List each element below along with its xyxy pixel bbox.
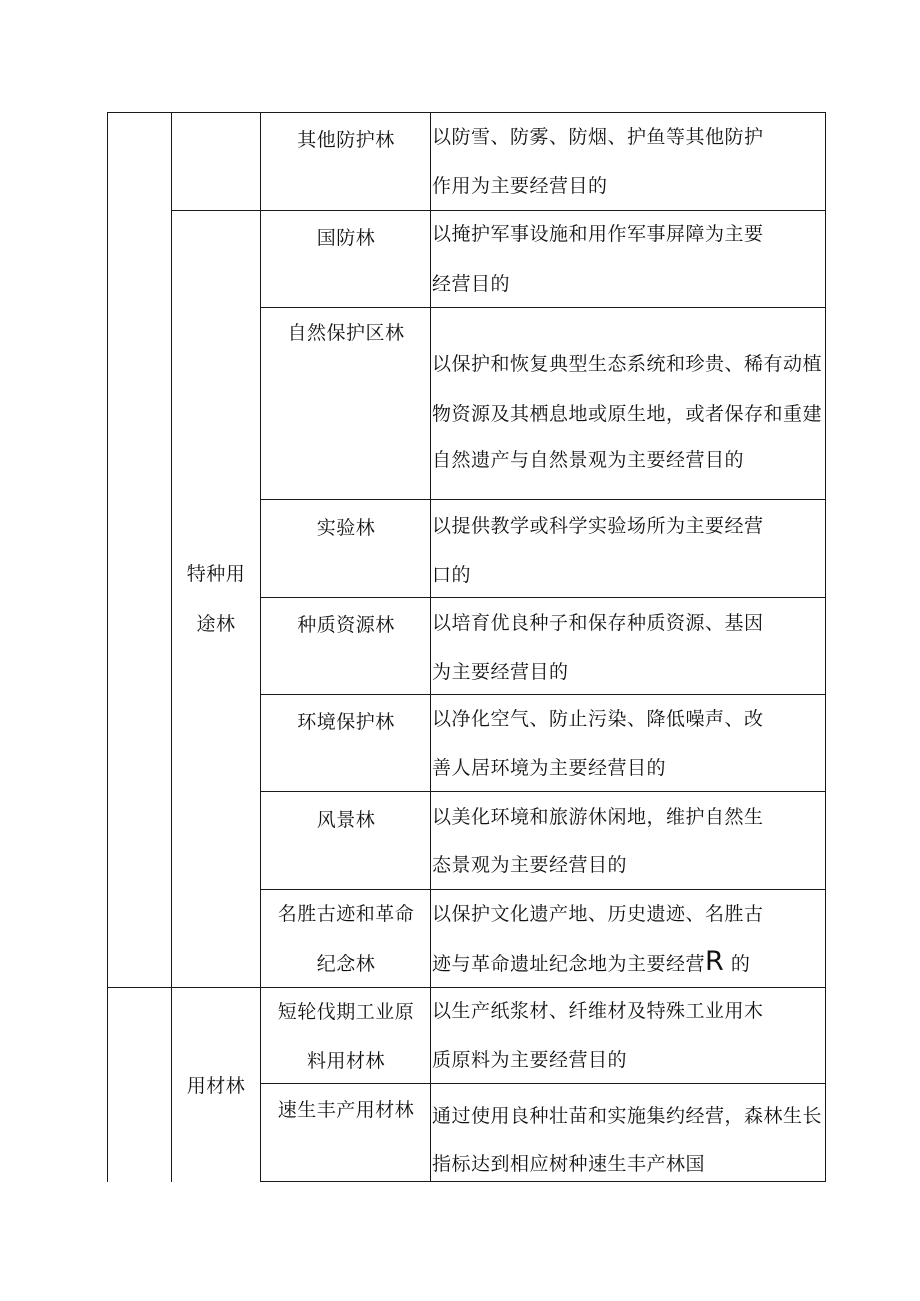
forest-type-name: 名胜古迹和革命 (277, 903, 415, 925)
table-bottom-border (260, 1181, 826, 1182)
forest-type-description: 以保护文化遗产地、历史遗迹、名胜古 (432, 903, 764, 925)
forest-type-description: 以提供教学或科学实验场所为主要经营 (432, 515, 764, 537)
col-border (107, 112, 108, 1182)
forest-type-name: 自然保护区林 (287, 322, 405, 344)
row-divider (107, 987, 826, 988)
group-label: 特种用 (186, 563, 246, 585)
description-text: 的 (724, 953, 751, 975)
forest-type-name: 环境保护林 (297, 711, 395, 733)
forest-type-description: 为主要经营目的 (432, 661, 569, 683)
forest-type-description: 态景观为主要经营目的 (432, 854, 628, 876)
forest-type-description: 以保护和恢复典型生态系统和珍贵、稀有动植 (432, 353, 823, 375)
forest-type-description: 质原料为主要经营目的 (432, 1049, 628, 1071)
row-divider (260, 791, 826, 792)
forest-type-description: 口的 (432, 564, 472, 586)
forest-type-name: 速生丰产用材林 (277, 1099, 415, 1121)
forest-type-description: 以防雪、防雾、防烟、护鱼等其他防护 (432, 126, 764, 148)
row-divider (260, 1083, 826, 1084)
forest-type-description: 善人居环境为主要经营目的 (432, 757, 667, 779)
row-divider (260, 889, 826, 890)
row-divider (260, 307, 826, 308)
forest-type-description: 自然遗产与自然景观为主要经营目的 (432, 449, 745, 471)
forest-type-name: 料用材林 (306, 1050, 385, 1072)
row-divider (171, 210, 826, 211)
col-border (825, 112, 826, 1182)
group-label: 用材林 (186, 1075, 246, 1097)
forest-type-description: 指标达到相应树种速生丰产林国 (432, 1153, 706, 1175)
forest-type-name: 国防林 (316, 227, 376, 249)
row-divider (260, 597, 826, 598)
group-label: 途林 (196, 613, 236, 635)
forest-type-name: 风景林 (316, 809, 376, 831)
row-divider (260, 694, 826, 695)
forest-type-description: 通过使用良种壮苗和实施集约经营，森林生长 (432, 1105, 823, 1127)
forest-type-name: 短轮伐期工业原 (277, 1001, 415, 1023)
forest-type-name: 其他防护林 (297, 129, 395, 151)
forest-type-description: 以培育优良种子和保存种质资源、基因 (432, 612, 764, 634)
table-top-border (107, 112, 826, 113)
scan-artifact-letter: R (705, 946, 725, 977)
col-border (171, 112, 172, 1182)
forest-type-description (432, 946, 751, 977)
forest-type-description: 以掩护军事设施和用作军事屏障为主要 (432, 223, 764, 245)
description-text: 迹与革命遗址纪念地为主要经营 (432, 953, 706, 975)
forest-type-description: 以美化环境和旅游休闲地，维护自然生 (432, 806, 764, 828)
forest-type-description: 作用为主要经营目的 (432, 175, 608, 197)
forest-type-name: 纪念林 (316, 953, 376, 975)
forest-type-description: 以生产纸浆材、纤维材及特殊工业用木 (432, 1000, 764, 1022)
forest-type-description: 经营目的 (432, 273, 511, 295)
forest-type-name: 实验林 (316, 517, 376, 539)
forest-type-description: 物资源及其栖息地或原生地，或者保存和重建 (432, 403, 823, 425)
forest-type-description: 以净化空气、防止污染、降低噪声、改 (432, 708, 764, 730)
row-divider (260, 499, 826, 500)
forest-type-name: 种质资源林 (297, 614, 395, 636)
